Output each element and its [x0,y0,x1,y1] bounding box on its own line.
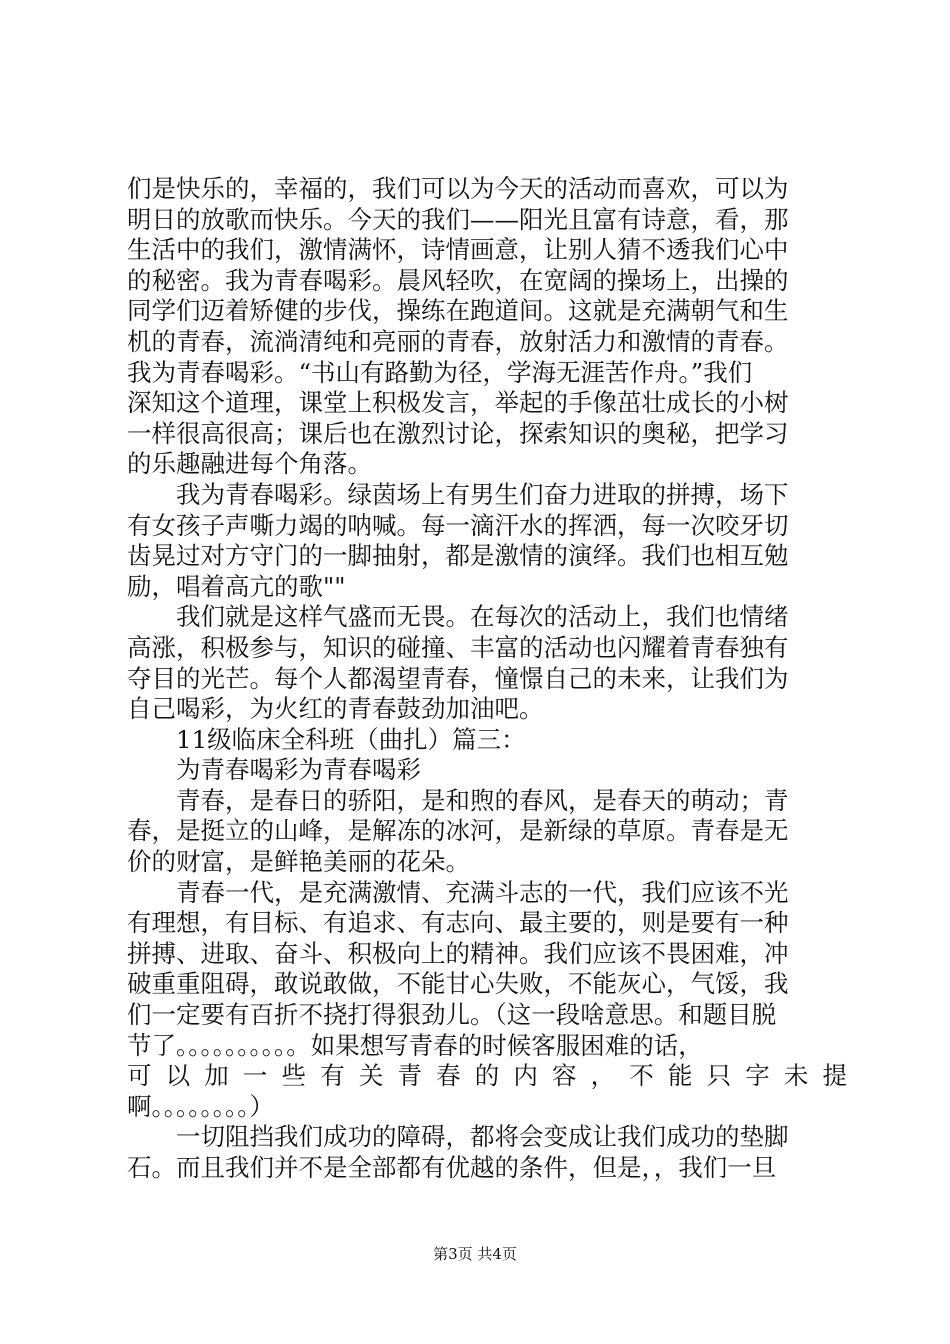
text-line: 11级临床全科班（曲扎）篇三： [176,724,526,754]
text-line: 同学们迈着矫健的步伐，操练在跑道间。这就是充满朝气和生 [127,296,789,326]
body-text [127,174,847,1184]
text-line: 的乐趣融进每个角落。 [127,449,372,479]
text-line: 我为青春喝彩。绿茵场上有男生们奋力进取的拼搏，场下 [176,479,789,509]
text-line: 一样很高很高；课后也在激烈讨论，探索知识的奥秘，把学习 [127,418,789,448]
text-line: 明日的放歌而快乐。今天的我们——阳光且富有诗意，看，那 [127,204,789,234]
text-line: 齿晃过对方守门的一脚抽射，都是激情的演绎。我们也相互勉 [127,541,789,571]
text-line: 为青春喝彩为青春喝彩 [176,755,421,785]
text-line: 青春一代，是充满激情、充满斗志的一代，我们应该不光 [176,877,789,907]
text-line: 深知这个道理，课堂上积极发言，举起的手像茁壮成长的小树 [127,388,789,418]
text-line: 励，唱着高亢的歌"" [127,571,346,601]
text-line: 自己喝彩，为火红的青春鼓劲加油吧。 [127,694,544,724]
text-line: 有理想，有目标、有追求、有志向、最主要的，则是要有一种 [127,908,789,938]
text-line: 春，是挺立的山峰，是解冻的冰河，是新绿的草原。青春是无 [127,816,789,846]
text-line: 节了。。。。。。。。。。如果想写青春的时候客服困难的话， [127,1030,703,1060]
text-line: 的秘密。我为青春喝彩。晨风轻吹，在宽阔的操场上，出操的 [127,265,789,295]
text-line: 啊。。。。。。。。） [127,1091,274,1121]
text-line: 价的财富，是鲜艳美丽的花朵。 [127,847,470,877]
text-line: 们一定要有百折不挠打得狠劲儿。（这一段啥意思。和题目脱 [127,1000,777,1030]
text-line: 生活中的我们，激情满怀，诗情画意，让别人猜不透我们心中 [127,235,789,265]
text-line: 石。而且我们并不是全部都有优越的条件，但是，，我们一旦 [127,1153,777,1182]
text-line: 拼搏、进取、奋斗、积极向上的精神。我们应该不畏困难，冲 [127,938,789,968]
text-line: 机的青春，流淌清纯和亮丽的青春，放射活力和激情的青春。 [127,326,789,356]
text-line: 一切阻挡我们成功的障碍，都将会变成让我们成功的垫脚 [176,1122,789,1152]
text-line: 青春，是春日的骄阳，是和煦的春风，是春天的萌动；青 [176,785,789,815]
text-line: 们是快乐的，幸福的，我们可以为今天的活动而喜欢，可以为 [127,174,789,203]
text-line: 我为青春喝彩。“书山有路勤为径，学海无涯苦作舟。”我们 [127,357,753,387]
text-line: 有女孩子声嘶力竭的呐喊。每一滴汗水的挥洒，每一次咬牙切 [127,510,789,540]
text-line: 破重重阻碍，敢说敢做，不能甘心失败，不能灰心，气馁，我 [127,969,789,999]
text-line: 高涨，积极参与，知识的碰撞、丰富的活动也闪耀着青春独有 [127,632,789,662]
text-line: 我们就是这样气盛而无畏。在每次的活动上，我们也情绪 [176,602,789,632]
text-line: 夺目的光芒。每个人都渴望青春，憧憬自己的未来，让我们为 [127,663,789,693]
page-number-footer: 第3页 共4页 [433,1245,517,1263]
text-line: 可以加一些有关青春的内容，不能只字未提 [127,1061,847,1091]
